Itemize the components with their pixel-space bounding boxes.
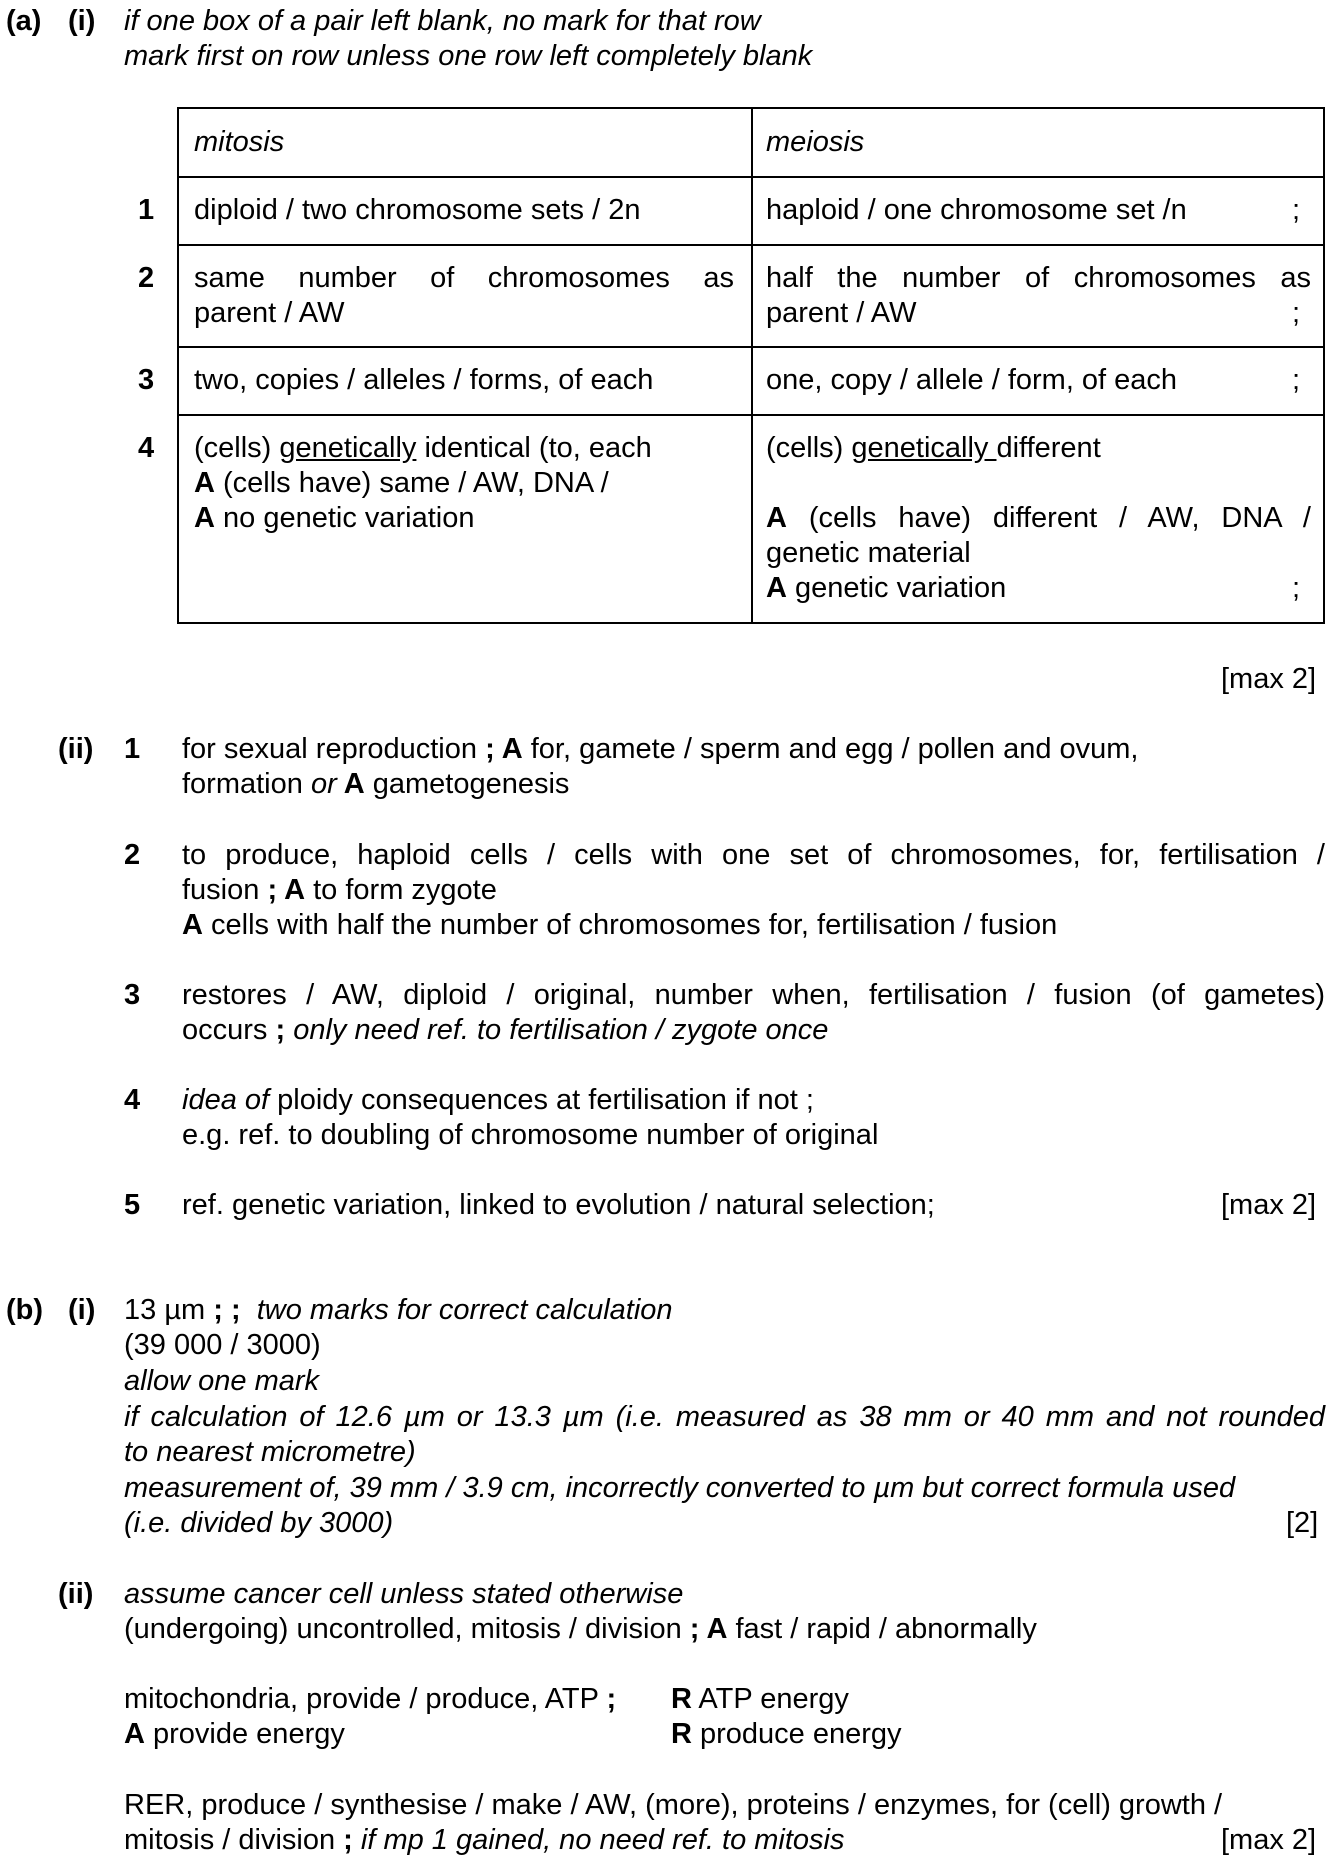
point-1-line2 (182, 767, 569, 802)
mark-semicolon: ; (275, 1014, 286, 1046)
mark-semicolon: ; (267, 874, 278, 906)
mark-semicolon: ; (1292, 364, 1301, 396)
max-marks: [max 2] (1221, 663, 1317, 695)
b-i-line6: measurement of, 39 mm / 3.9 cm, incorrectly converted to µm but correct formula used (124, 1472, 1236, 1504)
b-ii-line4-reject (671, 1717, 902, 1752)
b-i-line5: to nearest micrometre) (124, 1436, 416, 1468)
cell-meiosis-4-line3: genetic material (766, 537, 971, 569)
cell-mitosis-4-line2 (194, 466, 609, 501)
reject-marker: R (671, 1718, 692, 1750)
mark-semicolon: ; (606, 1683, 617, 1715)
column-divider (751, 109, 753, 622)
underlined-keyword: genetically (279, 432, 417, 464)
b-i-line3: allow one mark (124, 1365, 320, 1397)
mitosis-meiosis-table (177, 107, 1325, 624)
note: if mp 1 gained, no need ref. to mitosis (352, 1824, 845, 1856)
text: produce energy (691, 1718, 902, 1750)
cell-meiosis-3: one, copy / allele / form, of each (766, 364, 1178, 396)
part-a-i-label: (i) (68, 5, 96, 37)
header-mitosis: mitosis (194, 126, 285, 158)
point-number: 3 (124, 979, 141, 1011)
point-4-line2: e.g. ref. to doubling of chromosome number of original (182, 1119, 879, 1151)
b-ii-line1: assume cancer cell unless stated otherwise (124, 1578, 684, 1610)
mark-semicolon: ; (1292, 572, 1301, 604)
text: provide energy (144, 1718, 345, 1750)
cell-meiosis-2-line1: half the number of chromosomes as (766, 262, 1311, 294)
cell-mitosis-2-line1: same number of chromosomes as (194, 262, 734, 294)
instruction-line: mark first on row unless one row left completely blank (124, 40, 813, 72)
part-a-instructions (124, 4, 812, 74)
b-ii-line3 (124, 1682, 616, 1717)
cell-mitosis-4-line3 (194, 501, 475, 536)
point-2-line3 (182, 908, 1057, 943)
row-number: 1 (138, 194, 155, 226)
b-i-line1 (124, 1293, 673, 1328)
text: fusion (182, 874, 268, 906)
text: formation (182, 768, 311, 800)
text: (cells have) different / AW, DNA / (786, 502, 1311, 534)
reject-marker: R (671, 1683, 692, 1715)
note: two marks for correct calculation (240, 1294, 673, 1326)
text: genetic variation (786, 572, 1007, 604)
header-meiosis: meiosis (766, 126, 865, 158)
mark-semicolons: ; ; (213, 1294, 241, 1326)
point-number: 1 (124, 733, 141, 765)
text: occurs (182, 1014, 276, 1046)
row-divider (179, 346, 1323, 348)
text: fast / rapid / abnormally (727, 1613, 1037, 1645)
text: mitochondria, provide / produce, ATP (124, 1683, 607, 1715)
accept-marker: A (699, 1613, 728, 1645)
text: (cells) (766, 432, 852, 464)
mark-semicolon: ; (485, 733, 495, 765)
cell-meiosis-4-line1 (766, 431, 1101, 466)
italic-or: or (310, 768, 337, 800)
text: identical (to, each (416, 432, 652, 464)
text: cells with half the number of chromosomes for, fertilisation / fusion (202, 909, 1058, 941)
mark-semicolon: ; (1292, 194, 1301, 226)
text: different (996, 432, 1101, 464)
text: ATP energy (691, 1683, 849, 1715)
underlined-keyword: genetically (851, 432, 997, 464)
b-i-line2: (39 000 / 3000) (124, 1329, 321, 1361)
accept-marker: A (194, 467, 215, 499)
accept-marker: A (124, 1718, 145, 1750)
cell-mitosis-2-line2: parent / AW (194, 297, 345, 329)
b-ii-line2 (124, 1612, 1037, 1647)
accept-marker: A (494, 733, 523, 765)
point-3-line1: restores / AW, diploid / original, number when, fertilisation / fusion (of gametes) (182, 979, 1325, 1011)
accept-marker: A (182, 909, 203, 941)
accept-marker: A (766, 572, 787, 604)
row-number: 3 (138, 364, 155, 396)
b-i-line7: (i.e. divided by 3000) (124, 1507, 394, 1539)
accept-marker: A (766, 502, 787, 534)
accept-marker: A (277, 874, 306, 906)
row-divider (179, 414, 1323, 416)
text: (cells) (194, 432, 280, 464)
point-3-line2 (182, 1013, 828, 1048)
text: for sexual reproduction (182, 733, 486, 765)
row-divider (179, 244, 1323, 246)
point-2-line2 (182, 873, 497, 908)
text: gametogenesis (364, 768, 570, 800)
mark-semicolon: ; (1292, 297, 1301, 329)
max-marks: [max 2] (1221, 1824, 1317, 1856)
cell-mitosis-4-line1 (194, 431, 652, 466)
instruction-line: if one box of a pair left blank, no mark for that row (124, 5, 761, 37)
part-a-label: (a) (6, 5, 42, 37)
part-b-ii-label: (ii) (58, 1578, 94, 1610)
part-b-label: (b) (6, 1294, 44, 1326)
b-i-line4: if calculation of 12.6 µm or 13.3 µm (i.e. measured as 38 mm or 40 mm and not rounded (124, 1401, 1325, 1433)
cell-meiosis-4-line4 (766, 571, 1006, 606)
italic-idea: idea of (182, 1084, 270, 1116)
point-2-line1: to produce, haploid cells / cells with one set of chromosomes, for, fertilisation / (182, 839, 1325, 871)
cell-meiosis-4-line2 (766, 501, 1311, 536)
mark-semicolon: ; (689, 1613, 700, 1645)
text: for, gamete / sperm and egg / pollen and ovum, (522, 733, 1139, 765)
text: (undergoing) uncontrolled, mitosis / division (124, 1613, 690, 1645)
b-ii-line4 (124, 1717, 345, 1752)
text: ploidy consequences at fertilisation if not ; (269, 1084, 814, 1116)
max-marks: [max 2] (1221, 1189, 1317, 1221)
point-1-line1 (182, 732, 1138, 767)
part-a-ii-label: (ii) (58, 733, 94, 765)
row-number: 4 (138, 432, 155, 464)
mark-semicolon: ; (343, 1824, 353, 1856)
text: (cells have) same / AW, DNA / (214, 467, 609, 499)
b-ii-line5: RER, produce / synthesise / make / AW, (more), proteins / enzymes, for (cell) growth / (124, 1789, 1223, 1821)
note: only need ref. to fertilisation / zygote once (285, 1014, 829, 1046)
cell-meiosis-2-line2: parent / AW (766, 297, 917, 329)
text: to form zygote (305, 874, 497, 906)
part-b-i-label: (i) (68, 1294, 96, 1326)
point-5-line1: ref. genetic variation, linked to evolution / natural selection; (182, 1189, 935, 1221)
text: mitosis / division (124, 1824, 344, 1856)
answer: 13 µm (124, 1294, 214, 1326)
cell-mitosis-3: two, copies / alleles / forms, of each (194, 364, 654, 396)
text: no genetic variation (214, 502, 475, 534)
point-number: 5 (124, 1189, 141, 1221)
point-number: 2 (124, 839, 141, 871)
b-ii-line3-reject (671, 1682, 849, 1717)
row-number: 2 (138, 262, 155, 294)
cell-mitosis-1: diploid / two chromosome sets / 2n (194, 194, 641, 226)
max-marks: [2] (1286, 1507, 1319, 1539)
cell-meiosis-1: haploid / one chromosome set /n (766, 194, 1187, 226)
accept-marker: A (336, 768, 365, 800)
point-number: 4 (124, 1084, 141, 1116)
point-4-line1 (182, 1083, 814, 1118)
accept-marker: A (194, 502, 215, 534)
b-ii-line6 (124, 1823, 845, 1858)
row-divider (179, 176, 1323, 178)
